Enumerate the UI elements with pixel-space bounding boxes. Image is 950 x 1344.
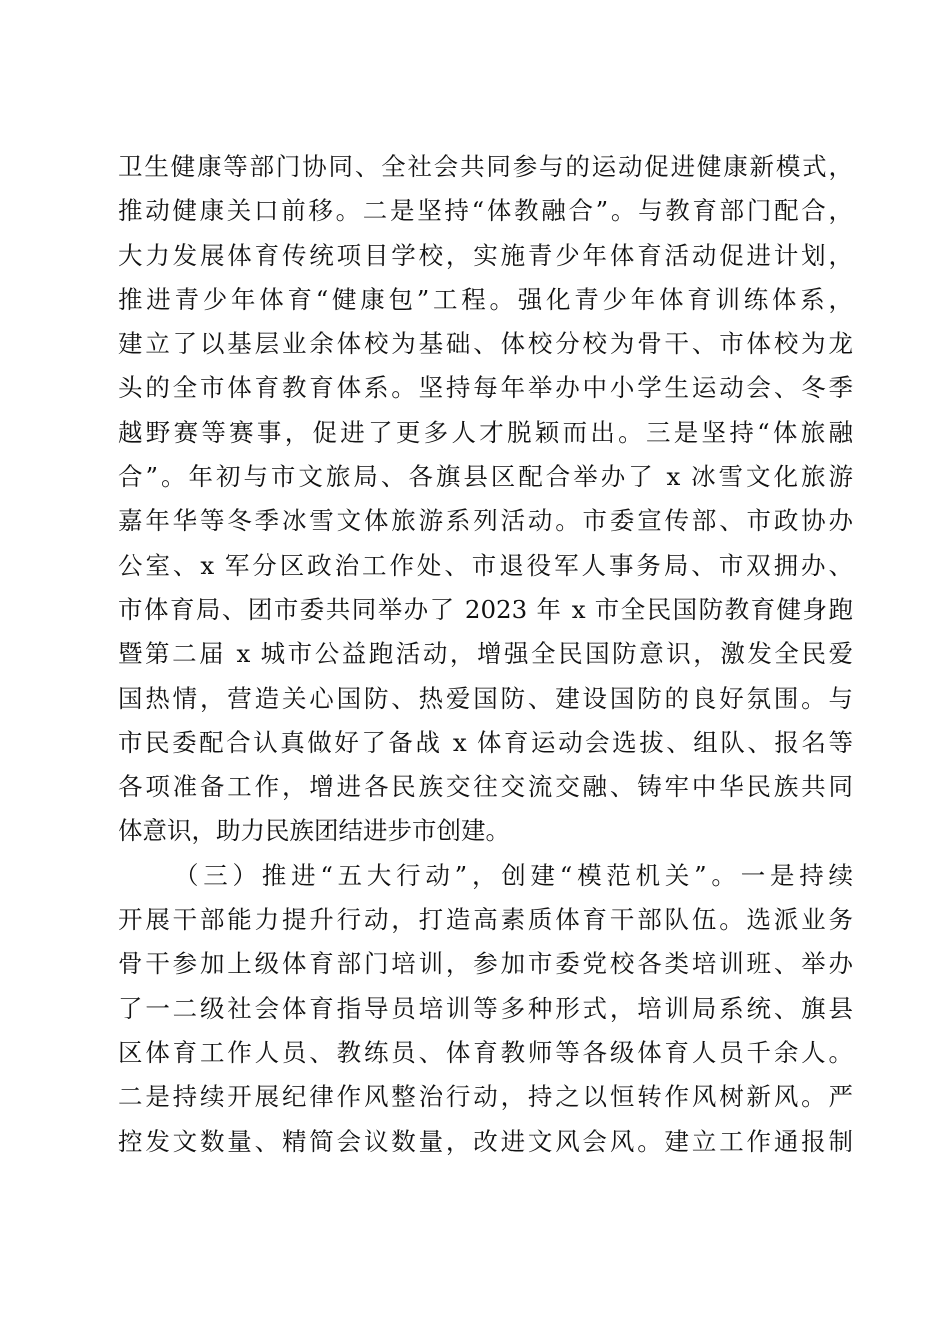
section-heading-line: （三）推进“五大行动”，创建“模范机关”。一是持续 [174, 860, 853, 890]
text-line: 市体育局、团市委共同举办了 2023 年 x 市全民国防教育健身跑 [118, 594, 853, 624]
text-line: 区体育工作人员、教练员、体育教师等各级体育人员千余人。 [118, 1037, 853, 1067]
text-line: 开展干部能力提升行动，打造高素质体育干部队伍。选派业务 [118, 905, 853, 935]
text-line: 合”。年初与市文旅局、各旗县区配合举办了 x 冰雪文化旅游 [118, 462, 853, 492]
text-line: 公室、x 军分区政治工作处、市退役军人事务局、市双拥办、 [118, 550, 853, 580]
text-line: 暨第二届 x 城市公益跑活动，增强全民国防意识，激发全民爱 [118, 639, 853, 669]
text-line: 体意识，助力民族团结进步市创建。 [118, 816, 510, 846]
text-line: 市民委配合认真做好了备战 x 体育运动会选拔、组队、报名等 [118, 727, 853, 757]
text-line: 推动健康关口前移。二是坚持“体教融合”。与教育部门配合， [118, 196, 853, 226]
text-line: 国热情，营造关心国防、热爱国防、建设国防的良好氛围。与 [118, 683, 853, 713]
text-line: 嘉年华等冬季冰雪文体旅游系列活动。市委宣传部、市政协办 [118, 506, 853, 536]
text-line: 骨干参加上级体育部门培训，参加市委党校各类培训班、举办 [118, 949, 853, 979]
text-line: 卫生健康等部门协同、全社会共同参与的运动促进健康新模式， [118, 152, 853, 181]
text-line: 建立了以基层业余体校为基础、体校分校为骨干、市体校为龙 [118, 329, 853, 359]
text-line: 头的全市体育教育体系。坚持每年举办中小学生运动会、冬季 [118, 373, 853, 403]
text-line: 大力发展体育传统项目学校，实施青少年体育活动促进计划， [118, 240, 853, 270]
text-line: 越野赛等赛事，促进了更多人才脱颖而出。三是坚持“体旅融 [118, 417, 853, 447]
text-line: 控发文数量、精简会议数量，改进文风会风。建立工作通报制 [118, 1126, 853, 1156]
text-line: 推进青少年体育“健康包”工程。强化青少年体育训练体系， [118, 284, 853, 314]
text-line: 各项准备工作，增进各民族交往交流交融、铸牢中华民族共同 [118, 772, 853, 802]
text-line: 了一二级社会体育指导员培训等多种形式，培训局系统、旗县 [118, 993, 853, 1023]
text-line: 二是持续开展纪律作风整治行动，持之以恒转作风树新风。严 [118, 1082, 853, 1112]
body-text [118, 145, 853, 1164]
